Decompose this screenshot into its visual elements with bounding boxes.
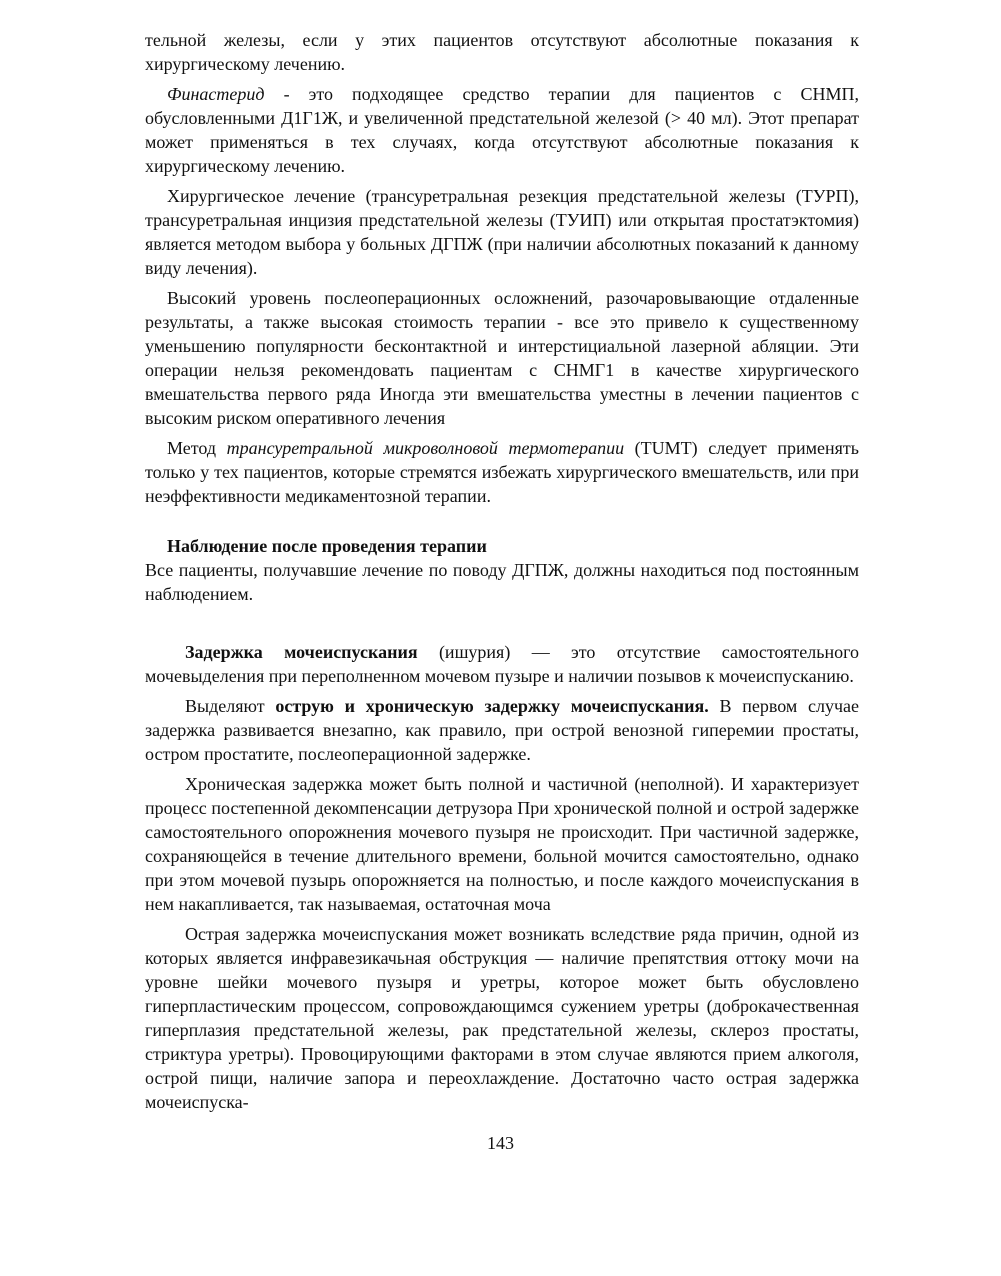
tumt-term: трансуретральной микроволновой термотерапии <box>226 438 625 458</box>
paragraph-observation: Все пациенты, получавшие лечение по поводу ДГПЖ, должны находиться под постоянным наблюдением. <box>145 560 859 604</box>
types-term: острую и хроническую задержку мочеиспускания. <box>275 696 709 716</box>
paragraph-tumt: Метод трансуретральной микроволновой термотерапии (TUMT) следует применять только у тех пациентов, которые стремятся избежать хирургического вмешательств, или при неэффективности медикаментозной терапии. <box>145 438 859 506</box>
paragraph-chronic: Хроническая задержка может быть полной и частичной (неполной). И характеризует процесс постепенной декомпенсации детрузора При хронической полной и острой задержке самостоятельного опорожнения мочевого пузыря не происходит. При частичной задержке, сохраняющейся в течение длительного времени, больной мочится самостоятельно, однако при этом мочевой пузырь опорожняется на полностью, и после каждого мочеиспускания в нем накапливается, так называемая, остаточная моча <box>145 774 859 914</box>
page-body <box>145 28 859 1114</box>
paragraph-laser: Высокий уровень послеоперационных осложнений, разочаровывающие отдаленные результаты, а также высокая стоимость терапии - все это привело к существенному уменьшению популярности бесконтактной и интерстициальной лазерной абляции. Эти операции нельзя рекомендовать пациентам с СНМГ1 в качестве хирургического вмешательства первого ряда Иногда эти вмешательства уместны в лечении пациентов с высоким риском оперативного лечения <box>145 288 859 428</box>
paragraph-types: Выделяют острую и хроническую задержку мочеиспускания. В первом случае задержка развивается внезапно, как правило, при острой венозной гиперемии простаты, остром простатите, послеоперационной задержке. <box>145 696 859 764</box>
section-heading: Наблюдение после проведения терапии <box>167 536 487 556</box>
page-number: 143 <box>487 1133 514 1153</box>
ischuria-term: Задержка мочеиспускания <box>185 642 418 662</box>
finasteride-term: Финастерид <box>167 84 265 104</box>
paragraph-surgery: Хирургическое лечение (трансуретральная резекция предстательной железы (ТУРП), трансуретральная инцизия предстательной железы (ТУИП) или открытая простатэктомия) является методом выбора у больных ДГПЖ (при наличии абсолютных показаний к данному виду лечения). <box>145 186 859 278</box>
paragraph-acute: Острая задержка мочеиспускания может возникать вследствие ряда причин, одной из которых является инфравезикачьная обструкция — наличие препятствия оттоку мочи на уровне шейки мочевого пузыря и уретры, которое может быть обусловлено гиперпластическим процессом, сопровождающимся сужением уретры (доброкачественная гиперплазия предстательной железы, рак предстательной железы, склероз простаты, стриктура уретры). Провоцирующими факторами в этом случае являются прием алкоголя, острой пищи, наличие запора и переохлаждение. Достаточно часто острая задержка мочеиспуска- <box>145 924 859 1112</box>
paragraph-1: тельной железы, если у этих пациентов отсутствуют абсолютные показания к хирургическому лечению. <box>145 30 859 74</box>
paragraph-ischuria: Задержка мочеиспускания (ишурия) — это отсутствие самостоятельного мочевыделения при переполненном мочевом пузыре и наличии позывов к мочеиспусканию. <box>145 642 860 686</box>
paragraph-finasteride: Финастерид - это подходящее средство терапии для пациентов с СНМП, обусловленными Д1Г1Ж, и увеличенной предстательной железой (> 40 мл). Этот препарат может применяться в тех случаях, когда отсутствуют абсолютные показания к хирургическому лечению. <box>145 84 859 176</box>
